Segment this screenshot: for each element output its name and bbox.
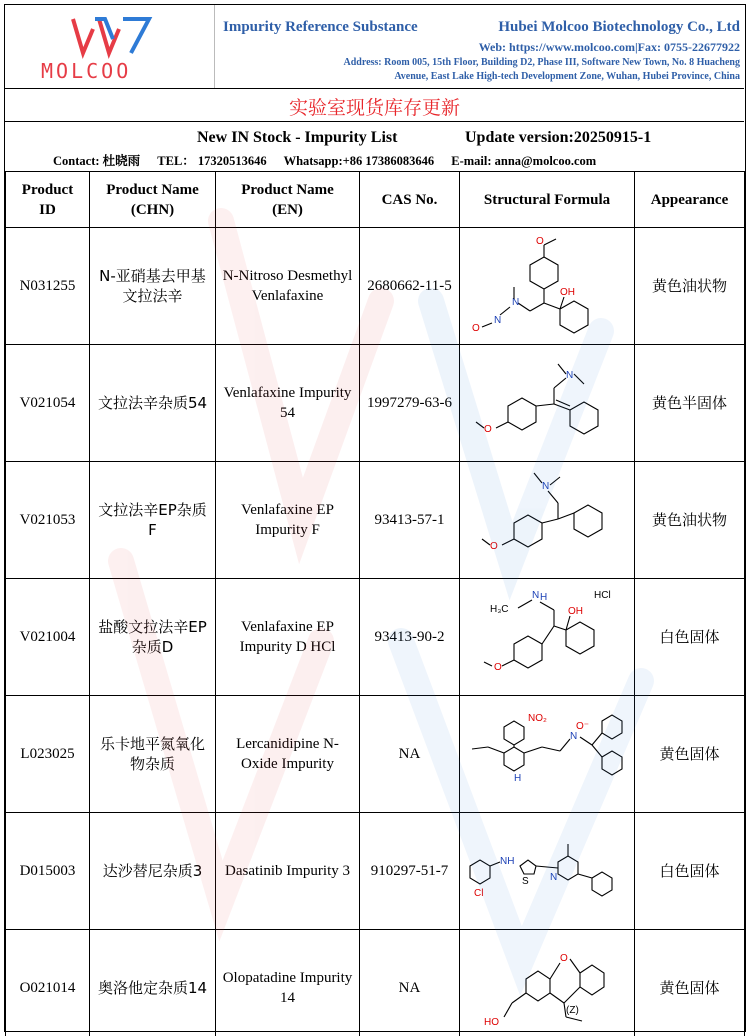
table-row — [6, 462, 745, 579]
svg-text:N: N — [542, 481, 550, 492]
divider — [5, 121, 744, 122]
product-name-chn: 文拉法辛EP杂质F — [90, 462, 216, 579]
product-name-en: N-Nitroso Desmethyl Venlafaxine — [216, 228, 360, 345]
structure-cell — [460, 813, 635, 930]
header — [5, 5, 744, 89]
product-id: V021004 — [6, 579, 90, 696]
structure-lercanidipine-n-oxide — [462, 699, 632, 809]
svg-text:O: O — [484, 424, 492, 435]
product-name-en: Venlafaxine Impurity 54 — [216, 345, 360, 462]
cas-number: 93413-90-2 — [360, 579, 460, 696]
table-row — [6, 579, 745, 696]
logo-wordmark — [41, 61, 181, 81]
contact-email: E-mail: anna@molcoo.com — [451, 154, 597, 168]
structure-n-nitroso-desmethyl-venlafaxine — [462, 231, 632, 341]
svg-text:O: O — [560, 953, 568, 964]
table-row — [6, 930, 745, 1036]
product-name-en: Olopatadine Impurity 14 — [216, 930, 360, 1036]
cas-number: 93413-57-1 — [360, 462, 460, 579]
title-cn: 实验室现货库存更新 — [288, 97, 460, 119]
product-name-chn: 文拉法辛杂质54 — [90, 345, 216, 462]
svg-text:O: O — [536, 236, 544, 247]
svg-text:N: N — [512, 297, 520, 308]
address-line-2: Avenue, East Lake High-tech Development Zone, Wuhan, Hubei Province, China — [394, 71, 740, 82]
contact-line — [53, 151, 610, 169]
header-cas: CAS No. — [360, 172, 460, 228]
update-version: Update version:20250915-1 — [465, 129, 652, 146]
cas-number: 910297-51-7 — [360, 813, 460, 930]
svg-text:N: N — [566, 370, 574, 381]
svg-text:O⁻: O⁻ — [576, 721, 590, 732]
contact-name: Contact: 杜晓雨 — [53, 154, 141, 168]
company-name: Hubei Molcoo Biotechnology Co., Ltd — [498, 19, 740, 35]
product-name-chn: 奥洛他定杂质14 — [90, 930, 216, 1036]
table-row — [6, 813, 745, 930]
cas-number: 1997279-63-6 — [360, 345, 460, 462]
contact-tel: TEL： 17320513646 — [157, 154, 267, 168]
structure-cell — [460, 930, 635, 1036]
product-id: D015003 — [6, 813, 90, 930]
address-line-1: Address: Room 005, 15th Floor, Building D2, Phase III, Software New Town, No. 8 Huacheng — [343, 57, 740, 68]
product-id: O021014 — [6, 930, 90, 1036]
header-product-name-chn: Product Name (CHN) — [90, 172, 216, 228]
header-structural-formula: Structural Formula — [460, 172, 635, 228]
appearance: 白色固体 — [635, 579, 745, 696]
product-id: N031255 — [6, 228, 90, 345]
structure-cell — [460, 228, 635, 345]
logo — [5, 5, 215, 88]
product-name-chn: N-亚硝基去甲基文拉法辛 — [90, 228, 216, 345]
svg-text:OH: OH — [560, 287, 575, 298]
svg-text:H: H — [514, 773, 522, 784]
svg-text:N: N — [570, 731, 578, 742]
list-title: New IN Stock - Impurity List — [197, 129, 398, 146]
table-header-row — [6, 172, 745, 228]
header-product-id: Product ID — [6, 172, 90, 228]
appearance: 黄色油状物 — [635, 228, 745, 345]
contact-whatsapp: Whatsapp:+86 17386083646 — [283, 154, 435, 168]
structure-venlafaxine-ep-impurity-f — [462, 465, 632, 575]
structure-cell — [460, 696, 635, 813]
product-id: V021053 — [6, 462, 90, 579]
molcoo-logo-icon — [65, 15, 155, 59]
appearance: 白色固体 — [635, 813, 745, 930]
structure-olopatadine-impurity-14 — [462, 933, 632, 1036]
product-name-en: Lercanidipine N-Oxide Impurity — [216, 696, 360, 813]
structure-dasatinib-impurity-3 — [462, 816, 632, 926]
svg-text:O: O — [490, 541, 498, 552]
header-appearance: Appearance — [635, 172, 745, 228]
cas-number: NA — [360, 696, 460, 813]
structure-venlafaxine-impurity-54 — [462, 348, 632, 458]
appearance: 黄色油状物 — [635, 462, 745, 579]
table-row — [6, 696, 745, 813]
header-product-name-en: Product Name (EN) — [216, 172, 360, 228]
svg-text:OH: OH — [568, 606, 583, 617]
svg-text:S: S — [522, 876, 529, 887]
appearance: 黄色固体 — [635, 930, 745, 1036]
table-row — [6, 228, 745, 345]
svg-text:HO: HO — [484, 1017, 499, 1028]
table-row — [6, 345, 745, 462]
structure-cell — [460, 462, 635, 579]
structure-venlafaxine-ep-impurity-d-hcl — [462, 582, 632, 692]
product-name-en: Venlafaxine EP Impurity D HCl — [216, 579, 360, 696]
svg-text:H: H — [540, 592, 548, 603]
product-name-chn: 达沙替尼杂质3 — [90, 813, 216, 930]
product-name-chn: 乐卡地平氮氧化物杂质 — [90, 696, 216, 813]
product-name-chn: 盐酸文拉法辛EP杂质D — [90, 579, 216, 696]
product-id: L023025 — [6, 696, 90, 813]
svg-text:NO₂: NO₂ — [528, 713, 547, 724]
cas-number: NA — [360, 930, 460, 1036]
price-sheet — [4, 4, 746, 1032]
web-fax: Web: https://www.molcoo.com|Fax: 0755-22677922 — [478, 40, 740, 54]
svg-text:H₃C: H₃C — [490, 604, 509, 615]
appearance: 黄色固体 — [635, 696, 745, 813]
cas-number: 2680662-11-5 — [360, 228, 460, 345]
svg-text:HCl: HCl — [594, 590, 611, 601]
structure-cell — [460, 579, 635, 696]
svg-text:NH: NH — [500, 856, 515, 867]
header-left-title: Impurity Reference Substance — [223, 19, 418, 35]
svg-text:Cl: Cl — [474, 888, 484, 899]
svg-text:O: O — [472, 323, 480, 334]
product-id: V021054 — [6, 345, 90, 462]
svg-text:MOLCOO: MOLCOO — [41, 61, 132, 81]
product-name-en: Venlafaxine EP Impurity F — [216, 462, 360, 579]
appearance: 黄色半固体 — [635, 345, 745, 462]
impurity-table — [5, 171, 745, 1036]
structure-cell — [460, 345, 635, 462]
product-name-en: Dasatinib Impurity 3 — [216, 813, 360, 930]
svg-text:(Z): (Z) — [566, 1005, 579, 1016]
svg-text:N: N — [494, 315, 502, 326]
svg-text:N: N — [532, 590, 540, 601]
svg-text:O: O — [494, 662, 502, 673]
svg-text:N: N — [550, 872, 558, 883]
